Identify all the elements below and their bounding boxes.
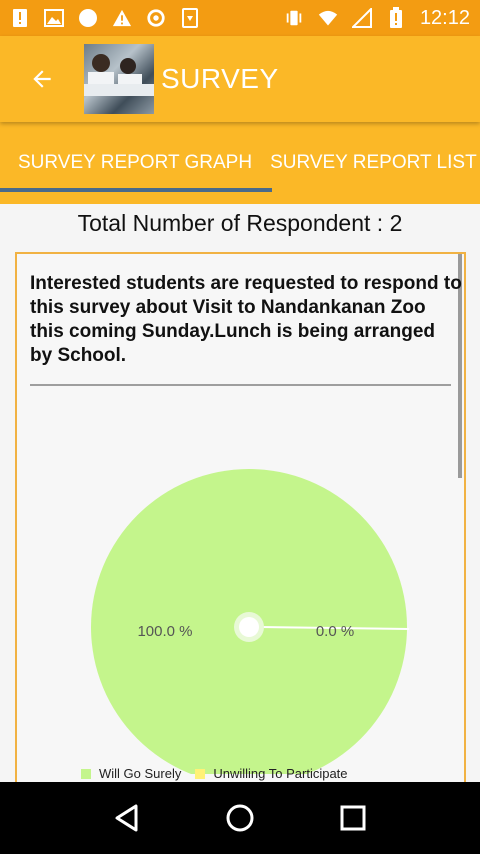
legend-label: Will Go Surely bbox=[99, 766, 182, 781]
content-area bbox=[0, 204, 480, 782]
survey-card bbox=[15, 252, 466, 782]
slice-label-0: 100.0 % bbox=[137, 623, 193, 640]
legend-swatch bbox=[81, 769, 91, 779]
alert-icon bbox=[10, 8, 30, 28]
legend-label: Unwilling To Participate bbox=[213, 766, 348, 781]
status-bar bbox=[0, 0, 480, 36]
pie-chart bbox=[17, 404, 468, 774]
home-circle-icon bbox=[225, 803, 255, 833]
divider bbox=[30, 384, 451, 386]
image-icon bbox=[44, 8, 64, 28]
slice-label-1: 0.0 % bbox=[315, 623, 355, 640]
recents-square-icon bbox=[338, 803, 368, 833]
status-time: 12:12 bbox=[419, 6, 470, 29]
pie-center-hole bbox=[239, 617, 259, 637]
tab-survey-report-list[interactable] bbox=[252, 122, 480, 204]
wifi-icon bbox=[318, 8, 338, 28]
circle-icon bbox=[78, 8, 98, 28]
back-triangle-icon bbox=[112, 803, 142, 833]
chart-legend bbox=[81, 766, 354, 781]
download-icon bbox=[180, 8, 200, 28]
nav-home-button[interactable] bbox=[215, 793, 265, 843]
nav-recents-button[interactable] bbox=[328, 793, 378, 843]
signal-icon bbox=[352, 8, 372, 28]
tab-label: SURVEY REPORT GRAPH bbox=[18, 152, 253, 173]
tab-bar bbox=[0, 122, 480, 204]
vibrate-icon bbox=[284, 8, 304, 28]
survey-question: Interested students are requested to respond to this survey about Visit to Nandankanan Zoo this coming Sunday.Lunch is being arranged by School. bbox=[30, 273, 462, 366]
battery-alert-icon bbox=[386, 8, 406, 28]
warning-icon bbox=[112, 8, 132, 28]
app-logo-image bbox=[84, 44, 154, 114]
nav-back-button[interactable] bbox=[102, 793, 152, 843]
sync-icon bbox=[146, 8, 166, 28]
tab-indicator bbox=[0, 188, 272, 192]
navigation-bar bbox=[0, 782, 480, 854]
tab-label: SURVEY REPORT LIST bbox=[270, 152, 477, 173]
respondent-count: Total Number of Respondent : 2 bbox=[77, 210, 403, 236]
page-title: SURVEY bbox=[161, 63, 279, 94]
app-bar bbox=[0, 36, 480, 122]
arrow-back-icon bbox=[29, 66, 55, 92]
back-button[interactable] bbox=[0, 36, 84, 122]
legend-swatch bbox=[195, 769, 205, 779]
